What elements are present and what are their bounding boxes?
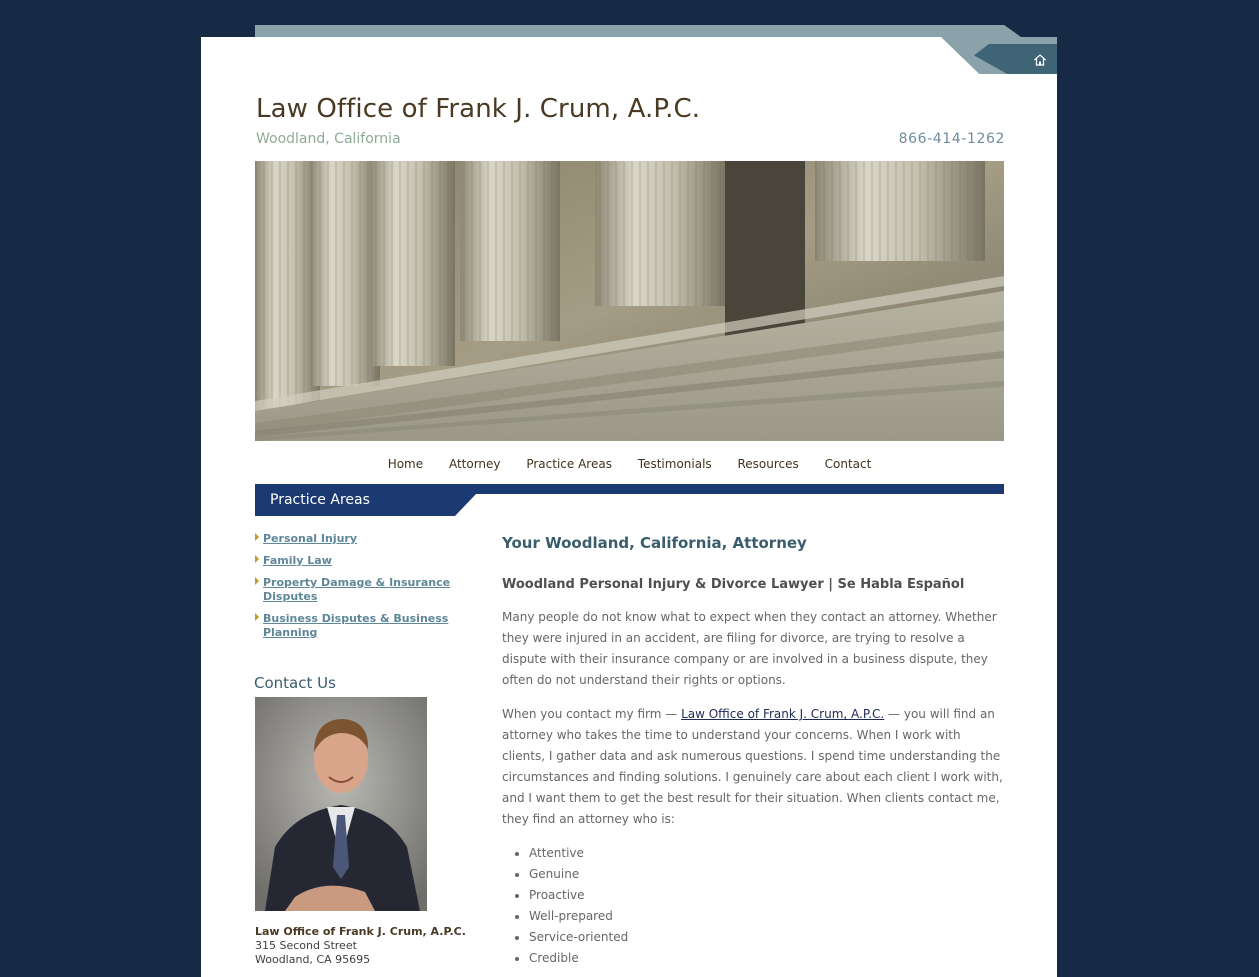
nav-attorney[interactable]: Attorney — [448, 457, 501, 471]
nav-contact[interactable]: Contact — [824, 457, 872, 471]
list-item: • Proactive — [529, 885, 1007, 906]
main-content — [502, 533, 1007, 969]
list-item: • Credible — [529, 948, 1007, 969]
practice-areas-list — [255, 531, 455, 647]
sidebar-item-personal-injury[interactable]: Personal Injury — [263, 532, 358, 545]
firm-paragraph-end: — you will find an attorney who takes the time to understand your concerns. When I work with clients, I gather data and ask numerous questions. I spend time understanding the circumstances and finding solutions. I genuinely care about each client I work with, and I want them to get the best result for their situation. When clients contact me, they find an attorney who is: — [502, 707, 1003, 826]
top-decor-strip — [255, 25, 1021, 37]
section-band — [255, 484, 1004, 516]
list-item: • Well-prepared — [529, 906, 1007, 927]
firm-paragraph — [502, 704, 1007, 830]
contact-heading: Contact Us — [254, 674, 336, 692]
qualities-list — [502, 843, 1007, 969]
sidebar-item-family-law[interactable]: Family Law — [263, 554, 332, 567]
home-icon[interactable] — [1034, 54, 1046, 66]
list-item — [255, 531, 455, 545]
contact-city: Woodland, CA 95695 — [255, 953, 371, 966]
nav-practice-areas[interactable]: Practice Areas — [526, 457, 612, 471]
attorney-portrait — [255, 697, 427, 911]
list-item: • Genuine — [529, 864, 1007, 885]
list-item — [255, 611, 455, 639]
firm-name-link[interactable]: Law Office of Frank J. Crum, A.P.C. — [681, 707, 885, 721]
page-title: Your Woodland, California, Attorney — [502, 534, 807, 552]
hero-columns-image — [255, 161, 1004, 441]
contact-firm-name: Law Office of Frank J. Crum, A.P.C. — [255, 925, 466, 938]
list-item: • Attentive — [529, 843, 1007, 864]
contact-street: 315 Second Street — [255, 939, 357, 952]
list-item — [255, 553, 455, 567]
firm-paragraph-start: When you contact my firm — — [502, 707, 682, 721]
page-container — [201, 37, 1057, 977]
nav-resources[interactable]: Resources — [737, 457, 799, 471]
site-title: Law Office of Frank J. Crum, A.P.C. — [256, 94, 701, 124]
main-nav — [255, 457, 1004, 479]
sidebar-item-business-disputes[interactable]: Business Disputes & Business Planning — [263, 612, 449, 639]
nav-testimonials[interactable]: Testimonials — [637, 457, 712, 471]
list-item: • Service-oriented — [529, 927, 1007, 948]
sidebar-item-property-damage[interactable]: Property Damage & Insurance Disputes — [263, 576, 451, 603]
page-subtitle: Woodland Personal Injury & Divorce Lawyer | Se Habla Español — [502, 577, 965, 592]
nav-home[interactable]: Home — [387, 457, 424, 471]
phone-number: 866-414-1262 — [898, 131, 1005, 147]
contact-address — [255, 925, 466, 967]
intro-paragraph: Many people do not know what to expect when they contact an attorney. Whether they were injured in an accident, are filing for divorce, are trying to resolve a dispute with their insurance company or are involved in a business dispute, they often do not understand their rights or options. — [502, 610, 997, 687]
list-item — [255, 575, 455, 603]
sidebar-heading: Practice Areas — [270, 492, 370, 508]
site-subtitle: Woodland, California — [256, 131, 401, 147]
